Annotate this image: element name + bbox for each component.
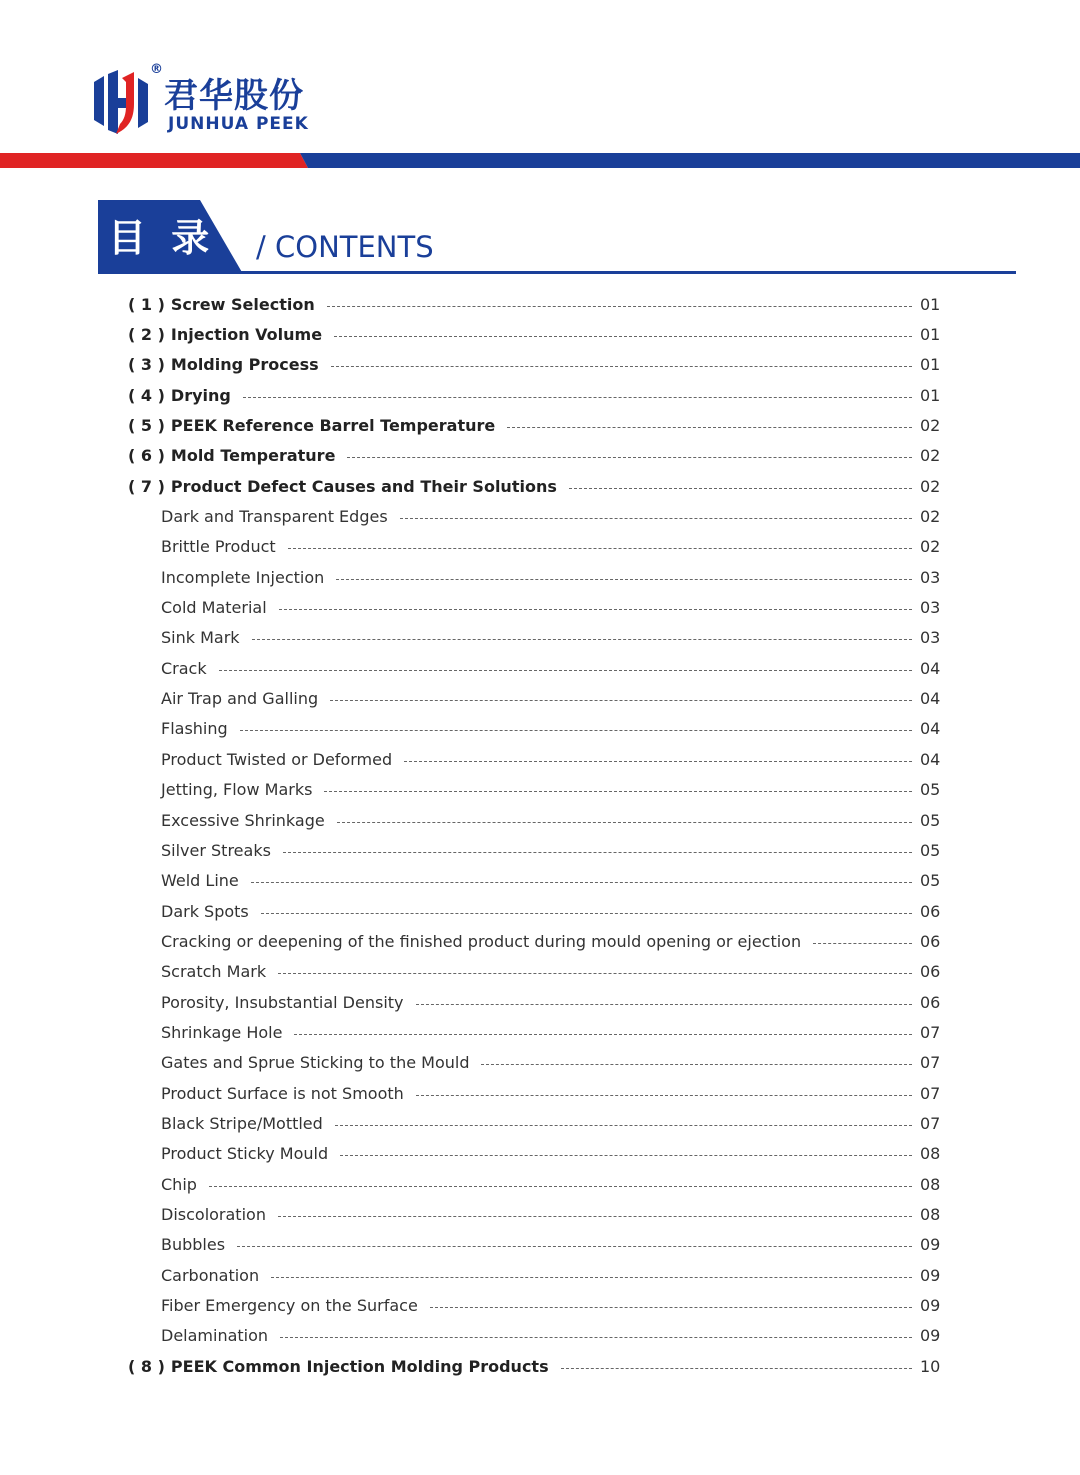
toc-entry-page: 09 (920, 1326, 941, 1346)
toc-dot-leader (331, 366, 912, 367)
toc-dot-leader (251, 882, 912, 883)
toc-entry-page: 10 (920, 1356, 941, 1376)
toc-entry[interactable] (128, 926, 940, 956)
toc-entry-label: Flashing (161, 719, 228, 739)
toc-entry-page: 04 (920, 719, 941, 739)
toc-dot-leader (335, 1125, 912, 1126)
toc-entry-label: PEEK Reference Barrel Temperature (170, 416, 496, 436)
toc-dot-leader (278, 1216, 912, 1217)
toc-entry-page: 06 (920, 901, 941, 921)
toc-dot-leader (561, 1368, 912, 1369)
title-cn: 目 录 (108, 216, 216, 260)
toc-entry-page: 01 (920, 325, 941, 345)
toc-dot-leader (330, 700, 912, 701)
toc-entry-number: ( 8 ) (128, 1356, 165, 1376)
toc-entry-label: Screw Selection (170, 294, 315, 314)
toc-entry[interactable] (128, 1290, 940, 1320)
toc-entry-page: 05 (920, 871, 941, 891)
toc-entry-label: Brittle Product (161, 537, 276, 557)
toc-entry-label: Mold Temperature (170, 446, 336, 466)
toc-entry[interactable] (128, 1139, 940, 1169)
toc-entry-page: 07 (920, 1083, 941, 1103)
toc-entry-page: 01 (920, 385, 941, 405)
toc-entry-label: Porosity, Insubstantial Density (161, 992, 404, 1012)
toc-dot-leader (240, 730, 912, 731)
toc-entry[interactable] (128, 441, 940, 471)
toc-entry[interactable] (128, 957, 940, 987)
toc-entry-label: Product Defect Causes and Their Solutions (170, 476, 557, 496)
toc-entry-page: 02 (920, 507, 941, 527)
toc-entry-label: Discoloration (161, 1204, 266, 1224)
page-header (0, 0, 1080, 170)
toc-entry-page: 06 (920, 962, 941, 982)
toc-dot-leader (243, 397, 912, 398)
toc-dot-leader (347, 457, 912, 458)
toc-entry[interactable] (128, 623, 940, 653)
toc-dot-leader (340, 1155, 912, 1156)
toc-entry[interactable] (128, 410, 940, 440)
toc-entry-label: Air Trap and Galling (161, 689, 319, 709)
toc-dot-leader (416, 1095, 912, 1096)
brand-name-cn: 君华股份 (164, 76, 304, 116)
toc-entry-page: 02 (920, 476, 941, 496)
toc-entry[interactable] (128, 1199, 940, 1229)
toc-dot-leader (271, 1277, 912, 1278)
toc-entry-page: 02 (920, 446, 941, 466)
toc-entry-page: 04 (920, 689, 941, 709)
toc-dot-leader (294, 1034, 912, 1035)
toc-entry[interactable] (128, 592, 940, 622)
toc-entry-page: 02 (920, 537, 941, 557)
toc-entry-number: ( 6 ) (128, 446, 165, 466)
toc-entry-label: Product Sticky Mould (161, 1144, 329, 1164)
toc-entry-page: 03 (920, 628, 941, 648)
toc-dot-leader (324, 791, 912, 792)
toc-entry-label: Molding Process (170, 355, 319, 375)
toc-entry-label: Incomplete Injection (161, 567, 325, 587)
toc-entry[interactable] (128, 653, 940, 683)
toc-entry-label: Black Stripe/Mottled (161, 1113, 323, 1133)
toc-entry[interactable] (128, 1260, 940, 1290)
toc-entry[interactable] (128, 866, 940, 896)
toc-entry-page: 09 (920, 1235, 941, 1255)
toc-entry-page: 07 (920, 1022, 941, 1042)
toc-entry-number: ( 2 ) (128, 325, 165, 345)
toc-entry-number: ( 3 ) (128, 355, 165, 375)
toc-entry-label: Cold Material (161, 598, 267, 618)
toc-entry-label: Fiber Emergency on the Surface (161, 1296, 418, 1316)
toc-entry-label: Sink Mark (161, 628, 240, 648)
toc-entry[interactable] (128, 987, 940, 1017)
header-stripe (0, 153, 1080, 168)
toc-entry-label: PEEK Common Injection Molding Products (170, 1356, 549, 1376)
toc-entry-page: 03 (920, 598, 941, 618)
toc-dot-leader (288, 548, 912, 549)
toc-entry-label: Delamination (161, 1326, 269, 1346)
brand-name-en: JUNHUA PEEK (168, 114, 309, 134)
toc-entry-page: 05 (920, 810, 941, 830)
toc-entry-label: Excessive Shrinkage (161, 810, 325, 830)
toc-entry-label: Chip (161, 1174, 197, 1194)
toc-entry-page: 05 (920, 780, 941, 800)
toc-dot-leader (481, 1064, 912, 1065)
toc-entry[interactable] (128, 350, 940, 380)
toc-entry-label: Drying (170, 385, 231, 405)
toc-dot-leader (569, 488, 912, 489)
toc-entry-page: 05 (920, 840, 941, 860)
toc-entry[interactable] (128, 805, 940, 835)
toc-dot-leader (337, 822, 912, 823)
toc-dot-leader (336, 579, 912, 580)
toc-entry-label: Product Twisted or Deformed (161, 749, 393, 769)
toc-dot-leader (237, 1246, 912, 1247)
toc-entry[interactable] (128, 289, 940, 319)
toc-dot-leader (507, 427, 912, 428)
toc-dot-leader (400, 518, 912, 519)
toc-entry[interactable] (128, 714, 940, 744)
toc-dot-leader (252, 639, 912, 640)
toc-entry-label: Carbonation (161, 1265, 260, 1285)
toc-entry[interactable] (128, 319, 940, 349)
toc-entry-page: 08 (920, 1204, 941, 1224)
toc-entry-page: 08 (920, 1174, 941, 1194)
toc-entry-label: Cracking or deepening of the finished product during mould opening or ejection (161, 931, 802, 951)
toc-entry-page: 04 (920, 658, 941, 678)
toc-entry-page: 09 (920, 1296, 941, 1316)
toc-entry-page: 03 (920, 567, 941, 587)
toc-entry[interactable] (128, 835, 940, 865)
toc-entry-number: ( 1 ) (128, 294, 165, 314)
toc-entry-label: Product Surface is not Smooth (161, 1083, 404, 1103)
toc-entry-page: 09 (920, 1265, 941, 1285)
toc-entry[interactable] (128, 744, 940, 774)
toc-entry-page: 07 (920, 1113, 941, 1133)
toc-entry[interactable] (128, 471, 940, 501)
toc-entry[interactable] (128, 1017, 940, 1047)
toc-entry-label: Dark and Transparent Edges (161, 507, 388, 527)
toc-entry-page: 07 (920, 1053, 941, 1073)
toc-entry-label: Scratch Mark (161, 962, 267, 982)
toc-entry[interactable] (128, 683, 940, 713)
toc-entry-label: Crack (161, 658, 207, 678)
toc-dot-leader (279, 609, 912, 610)
toc-entry-page: 08 (920, 1144, 941, 1164)
toc-entry-label: Injection Volume (170, 325, 323, 345)
toc-entry-label: Silver Streaks (161, 840, 271, 860)
toc-dot-leader (261, 913, 912, 914)
toc-entry-page: 02 (920, 416, 941, 436)
toc-dot-leader (404, 761, 912, 762)
toc-entry[interactable] (128, 1169, 940, 1199)
toc-entry[interactable] (128, 380, 940, 410)
toc-dot-leader (334, 336, 912, 337)
toc-entry-label: Jetting, Flow Marks (161, 780, 313, 800)
contents-title-block (98, 200, 1018, 276)
toc-entry-label: Shrinkage Hole (161, 1022, 283, 1042)
toc-entry[interactable] (128, 532, 940, 562)
title-underline (98, 271, 1016, 274)
table-of-contents (128, 289, 940, 1381)
toc-dot-leader (430, 1307, 912, 1308)
toc-dot-leader (416, 1004, 912, 1005)
toc-entry[interactable] (128, 896, 940, 926)
toc-entry-number: ( 7 ) (128, 476, 165, 496)
toc-dot-leader (813, 943, 912, 944)
toc-entry-page: 06 (920, 931, 941, 951)
junhua-logo-icon (90, 68, 152, 136)
toc-dot-leader (327, 306, 912, 307)
toc-entry[interactable] (128, 1351, 940, 1381)
title-en: / CONTENTS (256, 230, 434, 264)
toc-entry-number: ( 4 ) (128, 385, 165, 405)
toc-entry-page: 01 (920, 294, 941, 314)
toc-entry-label: Weld Line (161, 871, 239, 891)
toc-entry[interactable] (128, 562, 940, 592)
toc-entry-page: 01 (920, 355, 941, 375)
toc-entry-label: Gates and Sprue Sticking to the Mould (161, 1053, 470, 1073)
toc-entry[interactable] (128, 1108, 940, 1138)
toc-entry[interactable] (128, 1230, 940, 1260)
toc-entry-number: ( 5 ) (128, 416, 165, 436)
toc-entry[interactable] (128, 501, 940, 531)
toc-entry[interactable] (128, 1048, 940, 1078)
toc-dot-leader (278, 973, 912, 974)
toc-entry-page: 04 (920, 749, 941, 769)
toc-entry[interactable] (128, 775, 940, 805)
toc-entry-page: 06 (920, 992, 941, 1012)
toc-dot-leader (219, 670, 912, 671)
toc-entry-label: Bubbles (161, 1235, 226, 1255)
toc-dot-leader (283, 852, 912, 853)
registered-mark: ® (150, 62, 163, 77)
toc-dot-leader (209, 1186, 912, 1187)
toc-entry-label: Dark Spots (161, 901, 249, 921)
toc-dot-leader (280, 1337, 912, 1338)
toc-entry[interactable] (128, 1321, 940, 1351)
toc-entry[interactable] (128, 1078, 940, 1108)
